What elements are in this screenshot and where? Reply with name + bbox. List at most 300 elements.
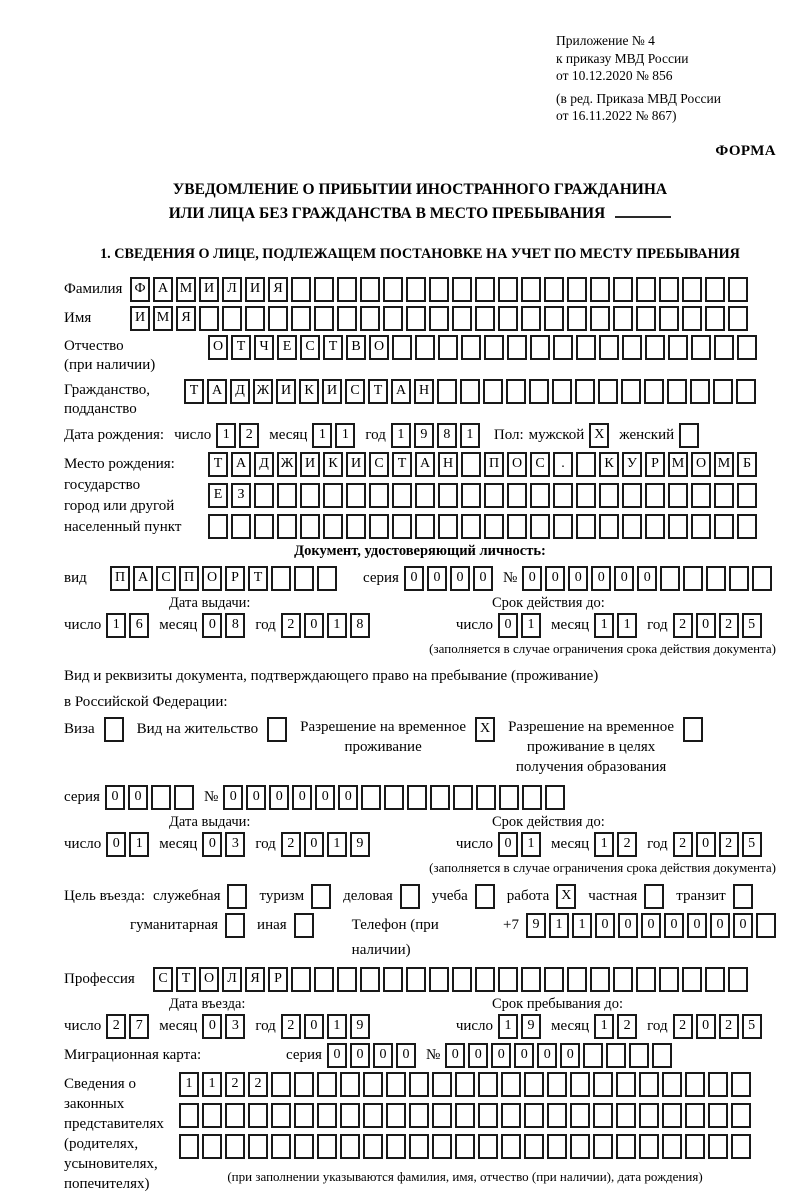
char-box[interactable]: 0: [545, 566, 565, 591]
char-box[interactable]: 1: [460, 423, 480, 448]
char-box[interactable]: [452, 277, 472, 302]
char-box[interactable]: 1: [129, 832, 149, 857]
char-box[interactable]: [547, 1072, 567, 1097]
char-box[interactable]: 9: [526, 913, 546, 938]
char-box[interactable]: [151, 785, 171, 810]
char-box[interactable]: [291, 967, 311, 992]
char-box[interactable]: И: [245, 277, 265, 302]
char-box[interactable]: 5: [742, 832, 762, 857]
char-box[interactable]: О: [691, 452, 711, 477]
char-box[interactable]: П: [110, 566, 130, 591]
char-box[interactable]: С: [153, 967, 173, 992]
char-box[interactable]: О: [208, 335, 228, 360]
char-box[interactable]: [323, 483, 343, 508]
char-box[interactable]: [545, 785, 565, 810]
char-box[interactable]: 0: [445, 1043, 465, 1068]
char-box[interactable]: [544, 277, 564, 302]
char-box[interactable]: [544, 306, 564, 331]
char-box[interactable]: Я: [245, 967, 265, 992]
char-box[interactable]: [484, 483, 504, 508]
char-box[interactable]: [392, 514, 412, 539]
char-box[interactable]: Т: [176, 967, 196, 992]
char-box[interactable]: [438, 335, 458, 360]
char-box[interactable]: 1: [179, 1072, 199, 1097]
char-box[interactable]: [708, 1134, 728, 1159]
char-box[interactable]: [174, 785, 194, 810]
char-box[interactable]: 0: [105, 785, 125, 810]
checkbox[interactable]: [400, 884, 420, 909]
char-box[interactable]: [271, 1072, 291, 1097]
char-box[interactable]: С: [300, 335, 320, 360]
char-box[interactable]: [452, 967, 472, 992]
char-box[interactable]: [682, 277, 702, 302]
char-box[interactable]: 0: [733, 913, 753, 938]
char-box[interactable]: [705, 277, 725, 302]
char-box[interactable]: А: [207, 379, 227, 404]
char-box[interactable]: [461, 335, 481, 360]
char-box[interactable]: [386, 1134, 406, 1159]
char-box[interactable]: 2: [239, 423, 259, 448]
char-box[interactable]: О: [202, 566, 222, 591]
char-box[interactable]: [202, 1134, 222, 1159]
char-box[interactable]: И: [276, 379, 296, 404]
char-box[interactable]: [668, 514, 688, 539]
char-box[interactable]: [407, 785, 427, 810]
char-box[interactable]: [254, 514, 274, 539]
char-box[interactable]: [179, 1103, 199, 1128]
char-box[interactable]: [323, 514, 343, 539]
char-box[interactable]: [728, 967, 748, 992]
char-box[interactable]: [613, 306, 633, 331]
char-box[interactable]: [553, 483, 573, 508]
char-box[interactable]: [225, 1103, 245, 1128]
char-box[interactable]: [225, 1134, 245, 1159]
char-box[interactable]: [268, 306, 288, 331]
char-box[interactable]: [501, 1072, 521, 1097]
char-box[interactable]: 0: [202, 832, 222, 857]
char-box[interactable]: [639, 1134, 659, 1159]
char-box[interactable]: 0: [450, 566, 470, 591]
char-box[interactable]: Ж: [277, 452, 297, 477]
char-box[interactable]: [202, 1103, 222, 1128]
char-box[interactable]: [392, 335, 412, 360]
char-box[interactable]: 1: [202, 1072, 222, 1097]
char-box[interactable]: Н: [414, 379, 434, 404]
char-box[interactable]: 2: [617, 832, 637, 857]
char-box[interactable]: 0: [427, 566, 447, 591]
char-box[interactable]: 1: [617, 613, 637, 638]
char-box[interactable]: 5: [742, 613, 762, 638]
char-box[interactable]: 8: [350, 613, 370, 638]
char-box[interactable]: [590, 277, 610, 302]
char-box[interactable]: 9: [521, 1014, 541, 1039]
char-box[interactable]: 0: [498, 613, 518, 638]
char-box[interactable]: [553, 335, 573, 360]
char-box[interactable]: [222, 306, 242, 331]
char-box[interactable]: И: [322, 379, 342, 404]
char-box[interactable]: Т: [392, 452, 412, 477]
char-box[interactable]: А: [391, 379, 411, 404]
char-box[interactable]: Т: [208, 452, 228, 477]
char-box[interactable]: [644, 379, 664, 404]
char-box[interactable]: К: [299, 379, 319, 404]
checkbox[interactable]: [679, 423, 699, 448]
char-box[interactable]: [521, 967, 541, 992]
char-box[interactable]: [483, 379, 503, 404]
char-box[interactable]: [713, 379, 733, 404]
char-box[interactable]: [593, 1072, 613, 1097]
char-box[interactable]: И: [199, 277, 219, 302]
char-box[interactable]: 0: [304, 613, 324, 638]
char-box[interactable]: [616, 1134, 636, 1159]
char-box[interactable]: [294, 1103, 314, 1128]
char-box[interactable]: У: [622, 452, 642, 477]
char-box[interactable]: [179, 1134, 199, 1159]
char-box[interactable]: [409, 1072, 429, 1097]
char-box[interactable]: [662, 1134, 682, 1159]
char-box[interactable]: [552, 379, 572, 404]
char-box[interactable]: [714, 483, 734, 508]
char-box[interactable]: 1: [521, 832, 541, 857]
char-box[interactable]: И: [346, 452, 366, 477]
char-box[interactable]: [317, 1134, 337, 1159]
char-box[interactable]: [506, 379, 526, 404]
char-box[interactable]: [294, 1134, 314, 1159]
char-box[interactable]: 9: [350, 1014, 370, 1039]
char-box[interactable]: Е: [277, 335, 297, 360]
char-box[interactable]: 2: [281, 1014, 301, 1039]
char-box[interactable]: [639, 1072, 659, 1097]
char-box[interactable]: [314, 277, 334, 302]
char-box[interactable]: [645, 335, 665, 360]
char-box[interactable]: Т: [323, 335, 343, 360]
char-box[interactable]: 2: [106, 1014, 126, 1039]
char-box[interactable]: 2: [248, 1072, 268, 1097]
char-box[interactable]: [691, 514, 711, 539]
char-box[interactable]: [507, 335, 527, 360]
char-box[interactable]: 1: [594, 613, 614, 638]
char-box[interactable]: 0: [327, 1043, 347, 1068]
char-box[interactable]: С: [530, 452, 550, 477]
char-box[interactable]: [317, 1072, 337, 1097]
char-box[interactable]: [340, 1134, 360, 1159]
char-box[interactable]: [636, 967, 656, 992]
char-box[interactable]: [231, 514, 251, 539]
char-box[interactable]: 0: [223, 785, 243, 810]
char-box[interactable]: [659, 306, 679, 331]
char-box[interactable]: [645, 514, 665, 539]
char-box[interactable]: 2: [617, 1014, 637, 1039]
char-box[interactable]: [660, 566, 680, 591]
char-box[interactable]: [507, 483, 527, 508]
char-box[interactable]: [498, 967, 518, 992]
char-box[interactable]: [737, 335, 757, 360]
char-box[interactable]: [708, 1072, 728, 1097]
char-box[interactable]: [570, 1134, 590, 1159]
char-box[interactable]: [199, 306, 219, 331]
char-box[interactable]: [271, 1134, 291, 1159]
char-box[interactable]: 0: [269, 785, 289, 810]
char-box[interactable]: [415, 483, 435, 508]
char-box[interactable]: Т: [184, 379, 204, 404]
char-box[interactable]: [576, 483, 596, 508]
char-box[interactable]: 1: [335, 423, 355, 448]
char-box[interactable]: М: [668, 452, 688, 477]
char-box[interactable]: 8: [437, 423, 457, 448]
char-box[interactable]: [363, 1103, 383, 1128]
char-box[interactable]: [383, 967, 403, 992]
char-box[interactable]: [708, 1103, 728, 1128]
char-box[interactable]: [583, 1043, 603, 1068]
char-box[interactable]: [475, 967, 495, 992]
char-box[interactable]: 1: [106, 613, 126, 638]
char-box[interactable]: Д: [230, 379, 250, 404]
char-box[interactable]: 0: [614, 566, 634, 591]
char-box[interactable]: [752, 566, 772, 591]
char-box[interactable]: [522, 785, 542, 810]
char-box[interactable]: [668, 483, 688, 508]
char-box[interactable]: 0: [202, 1014, 222, 1039]
char-box[interactable]: 7: [129, 1014, 149, 1039]
char-box[interactable]: [476, 785, 496, 810]
char-box[interactable]: [438, 483, 458, 508]
char-box[interactable]: [461, 514, 481, 539]
char-box[interactable]: 1: [594, 1014, 614, 1039]
char-box[interactable]: 2: [225, 1072, 245, 1097]
char-box[interactable]: [662, 1072, 682, 1097]
char-box[interactable]: 0: [696, 1014, 716, 1039]
char-box[interactable]: Д: [254, 452, 274, 477]
char-box[interactable]: [547, 1134, 567, 1159]
char-box[interactable]: 9: [350, 832, 370, 857]
char-box[interactable]: [383, 277, 403, 302]
char-box[interactable]: [645, 483, 665, 508]
char-box[interactable]: И: [130, 306, 150, 331]
char-box[interactable]: К: [323, 452, 343, 477]
char-box[interactable]: [590, 967, 610, 992]
char-box[interactable]: 0: [591, 566, 611, 591]
char-box[interactable]: [668, 335, 688, 360]
char-box[interactable]: [475, 306, 495, 331]
char-box[interactable]: 1: [312, 423, 332, 448]
char-box[interactable]: Р: [645, 452, 665, 477]
char-box[interactable]: [629, 1043, 649, 1068]
char-box[interactable]: [429, 306, 449, 331]
char-box[interactable]: [729, 566, 749, 591]
char-box[interactable]: 2: [719, 1014, 739, 1039]
char-box[interactable]: [570, 1103, 590, 1128]
char-box[interactable]: О: [507, 452, 527, 477]
checkbox[interactable]: [733, 884, 753, 909]
char-box[interactable]: [547, 1103, 567, 1128]
char-box[interactable]: О: [199, 967, 219, 992]
char-box[interactable]: [406, 306, 426, 331]
char-box[interactable]: Т: [231, 335, 251, 360]
char-box[interactable]: [652, 1043, 672, 1068]
char-box[interactable]: [530, 483, 550, 508]
char-box[interactable]: Ф: [130, 277, 150, 302]
char-box[interactable]: [501, 1103, 521, 1128]
char-box[interactable]: [498, 277, 518, 302]
char-box[interactable]: Л: [222, 277, 242, 302]
char-box[interactable]: [731, 1072, 751, 1097]
char-box[interactable]: [728, 306, 748, 331]
char-box[interactable]: 0: [696, 832, 716, 857]
char-box[interactable]: 0: [498, 832, 518, 857]
char-box[interactable]: [432, 1072, 452, 1097]
checkbox[interactable]: X: [589, 423, 609, 448]
char-box[interactable]: [714, 514, 734, 539]
char-box[interactable]: 2: [281, 832, 301, 857]
char-box[interactable]: 0: [106, 832, 126, 857]
char-box[interactable]: [706, 566, 726, 591]
char-box[interactable]: [691, 335, 711, 360]
char-box[interactable]: [429, 967, 449, 992]
char-box[interactable]: А: [231, 452, 251, 477]
char-box[interactable]: М: [714, 452, 734, 477]
char-box[interactable]: [438, 514, 458, 539]
checkbox[interactable]: X: [475, 717, 495, 742]
char-box[interactable]: 0: [304, 832, 324, 857]
checkbox[interactable]: [294, 913, 314, 938]
char-box[interactable]: [277, 514, 297, 539]
char-box[interactable]: [606, 1043, 626, 1068]
char-box[interactable]: С: [345, 379, 365, 404]
char-box[interactable]: Ч: [254, 335, 274, 360]
char-box[interactable]: [567, 306, 587, 331]
char-box[interactable]: 1: [549, 913, 569, 938]
char-box[interactable]: [271, 566, 291, 591]
char-box[interactable]: 1: [327, 613, 347, 638]
char-box[interactable]: 5: [742, 1014, 762, 1039]
char-box[interactable]: Н: [438, 452, 458, 477]
char-box[interactable]: 2: [673, 1014, 693, 1039]
char-box[interactable]: 1: [498, 1014, 518, 1039]
char-box[interactable]: М: [176, 277, 196, 302]
char-box[interactable]: [432, 1103, 452, 1128]
char-box[interactable]: [369, 483, 389, 508]
char-box[interactable]: [507, 514, 527, 539]
char-box[interactable]: 0: [687, 913, 707, 938]
char-box[interactable]: [360, 277, 380, 302]
char-box[interactable]: [300, 514, 320, 539]
char-box[interactable]: [484, 514, 504, 539]
char-box[interactable]: [662, 1103, 682, 1128]
char-box[interactable]: [363, 1134, 383, 1159]
char-box[interactable]: [386, 1072, 406, 1097]
char-box[interactable]: [254, 483, 274, 508]
char-box[interactable]: В: [346, 335, 366, 360]
char-box[interactable]: [409, 1103, 429, 1128]
char-box[interactable]: [409, 1134, 429, 1159]
char-box[interactable]: [659, 277, 679, 302]
char-box[interactable]: Я: [268, 277, 288, 302]
char-box[interactable]: [363, 1072, 383, 1097]
checkbox[interactable]: [227, 884, 247, 909]
char-box[interactable]: [291, 306, 311, 331]
char-box[interactable]: [705, 306, 725, 331]
char-box[interactable]: [360, 967, 380, 992]
char-box[interactable]: [685, 1072, 705, 1097]
char-box[interactable]: [478, 1103, 498, 1128]
char-box[interactable]: [570, 1072, 590, 1097]
char-box[interactable]: [346, 483, 366, 508]
char-box[interactable]: 0: [637, 566, 657, 591]
char-box[interactable]: [300, 483, 320, 508]
char-box[interactable]: [613, 967, 633, 992]
char-box[interactable]: [636, 277, 656, 302]
char-box[interactable]: [690, 379, 710, 404]
char-box[interactable]: Р: [268, 967, 288, 992]
char-box[interactable]: [406, 277, 426, 302]
char-box[interactable]: 0: [468, 1043, 488, 1068]
char-box[interactable]: [622, 335, 642, 360]
char-box[interactable]: Т: [248, 566, 268, 591]
checkbox[interactable]: [644, 884, 664, 909]
char-box[interactable]: [530, 335, 550, 360]
char-box[interactable]: [705, 967, 725, 992]
char-box[interactable]: [455, 1103, 475, 1128]
char-box[interactable]: [599, 483, 619, 508]
char-box[interactable]: [340, 1103, 360, 1128]
char-box[interactable]: А: [133, 566, 153, 591]
char-box[interactable]: [277, 483, 297, 508]
char-box[interactable]: 0: [246, 785, 266, 810]
checkbox[interactable]: [267, 717, 287, 742]
checkbox[interactable]: [225, 913, 245, 938]
char-box[interactable]: [383, 306, 403, 331]
char-box[interactable]: 0: [595, 913, 615, 938]
char-box[interactable]: П: [484, 452, 504, 477]
char-box[interactable]: [524, 1072, 544, 1097]
char-box[interactable]: [553, 514, 573, 539]
char-box[interactable]: [683, 566, 703, 591]
char-box[interactable]: [314, 967, 334, 992]
char-box[interactable]: [521, 277, 541, 302]
checkbox[interactable]: [683, 717, 703, 742]
char-box[interactable]: [478, 1072, 498, 1097]
char-box[interactable]: 8: [225, 613, 245, 638]
char-box[interactable]: 2: [281, 613, 301, 638]
char-box[interactable]: [499, 785, 519, 810]
char-box[interactable]: [616, 1072, 636, 1097]
checkbox[interactable]: [104, 717, 124, 742]
char-box[interactable]: 0: [404, 566, 424, 591]
char-box[interactable]: [599, 514, 619, 539]
char-box[interactable]: [314, 306, 334, 331]
char-box[interactable]: 3: [225, 1014, 245, 1039]
char-box[interactable]: [478, 1134, 498, 1159]
char-box[interactable]: [682, 967, 702, 992]
char-box[interactable]: [756, 913, 776, 938]
char-box[interactable]: [294, 1072, 314, 1097]
char-box[interactable]: 0: [373, 1043, 393, 1068]
char-box[interactable]: 9: [414, 423, 434, 448]
char-box[interactable]: 0: [128, 785, 148, 810]
char-box[interactable]: 1: [594, 832, 614, 857]
char-box[interactable]: [369, 514, 389, 539]
char-box[interactable]: [461, 483, 481, 508]
char-box[interactable]: [567, 967, 587, 992]
char-box[interactable]: [429, 277, 449, 302]
char-box[interactable]: [317, 1103, 337, 1128]
char-box[interactable]: [622, 514, 642, 539]
char-box[interactable]: 0: [491, 1043, 511, 1068]
char-box[interactable]: 0: [568, 566, 588, 591]
char-box[interactable]: 0: [396, 1043, 416, 1068]
char-box[interactable]: [731, 1134, 751, 1159]
char-box[interactable]: 2: [719, 832, 739, 857]
